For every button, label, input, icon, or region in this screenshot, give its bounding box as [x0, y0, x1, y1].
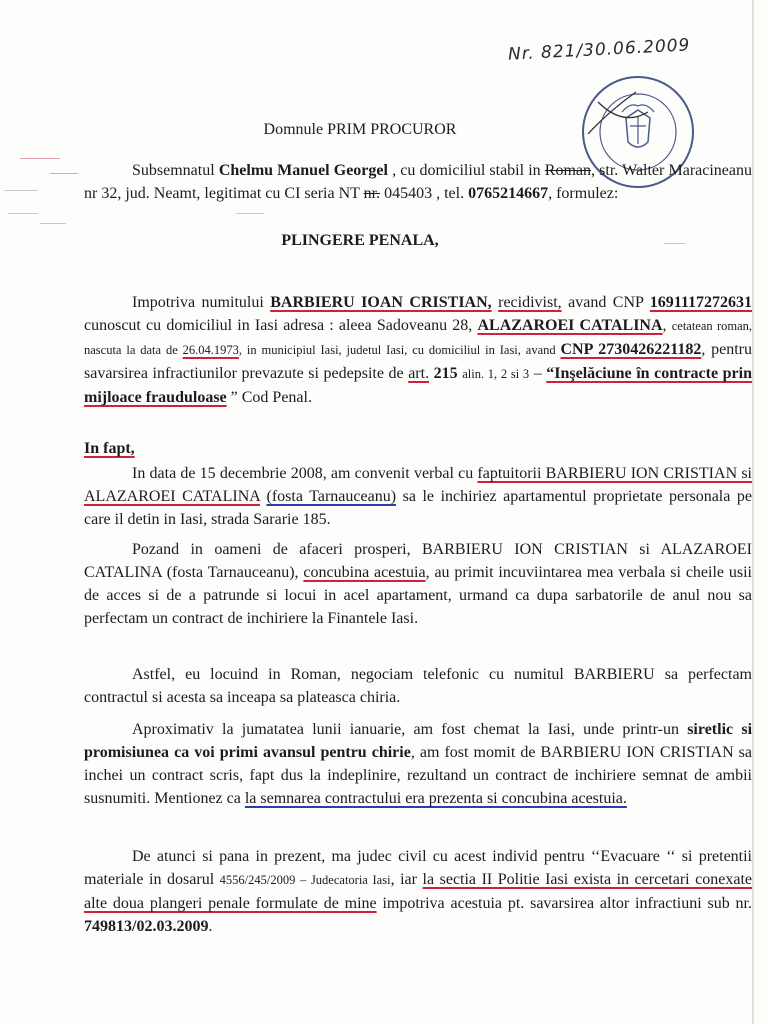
accused-name-1: BARBIERU IOAN CRISTIAN,	[270, 294, 492, 311]
facts-paragraph-4: Aproximativ la jumatatea lunii ianuarie, am fost chemat la Iasi, unde printr-un siretlic si promisiunea ca voi primi avansul pentru chirie, am fost momit de BARBIERU ION CRISTIAN sa inchei un contract scris, fapt dus la indeplinire, rezultand un contract de inchiriere semnat de ambii susnumiti. Mentionez ca la semnarea contractului era prezenta si concubina acestuia.	[84, 721, 753, 807]
salutation: Domnule PRIM PROCUROR	[263, 121, 457, 138]
facts-paragraph-5: De atunci si pana in prezent, ma judec civil cu acest individ pentru ‘‘Evacuare ‘‘ si pretentii materiale in dosarul 4556/245/2009 – Judecatoria Iasi, iar la sectia II Politie Iasi exista in cercetari conexate alte doua plangeri penale formulate de mine impotriva acestuia pt. savarsirea altor infractiuni sub nr. 749813/02.03.2009.	[84, 848, 753, 935]
handwritten-registration-number: Nr. 821/30.06.2009	[507, 35, 691, 65]
facts-paragraph-2: Pozand in oameni de afaceri prosperi, BARBIERU ION CRISTIAN si ALAZAROEI CATALINA (fosta Tarnauceanu), concubina acestuia, au primit incuviintarea mea verbala si cheile usii de acces si de a patrunde si locui in acel apartament, urmand ca dupa sarbatorile de anul nou sa perfectam un contract de inchiriere la Finantele Iasi.	[84, 541, 753, 627]
complainant-phone: 0765214667	[468, 185, 549, 202]
accused-cnp-1: 1691117272631	[649, 294, 753, 311]
scan-mark	[8, 213, 38, 214]
section-heading-in-fapt: In fapt,	[84, 440, 135, 457]
complaint-heading: PLINGERE PENALA,	[281, 232, 439, 249]
offence-title: “Inşelăciune în contracte prin mijloace frauduloase	[84, 365, 752, 406]
intro-paragraph: Subsemnatul Chelmu Manuel Georgel , cu domiciliul stabil in Roman, str. Walter Maracineanu nr 32, jud. Neamt, legitimat cu CI seria NT nr. 045403 , tel. 0765214667, formulez:	[84, 162, 753, 202]
scan-mark	[236, 213, 264, 214]
accused-cnp-2: CNP 2730426221182	[560, 341, 702, 358]
scan-mark	[50, 173, 78, 174]
accused-name-2: ALAZAROEI CATALINA	[477, 317, 663, 334]
scan-mark	[20, 158, 60, 159]
scan-mark	[40, 223, 66, 224]
facts-paragraph-3: Astfel, eu locuind in Roman, negociam telefonic cu numitul BARBIERU sa perfectam contractul si acesta sa inceapa sa plateasca chiria.	[84, 666, 752, 706]
accused-paragraph: Impotriva numitului BARBIERU IOAN CRISTIAN, recidivist, avand CNP 1691117272631 cunoscut cu domiciliul in Iasi adresa : aleea Sadoveanu 28, ALAZAROEI CATALINA, cetatean roman, nascuta la data de 26.04.1973, in municipiul Iasi, judetul Iasi, cu domiciliul in Iasi, avand CNP 2730426221182, pentru savarsirea infractiunilor prevazute si pedepsite de art. 215 alin. 1, 2 si 3 – “Inşelăciune în contracte prin mijloace frauduloase ” Cod Penal.	[84, 294, 753, 406]
scan-mark	[4, 190, 38, 191]
page-edge	[752, 0, 754, 1024]
complainant-name: Chelmu Manuel Georgel	[218, 162, 388, 179]
facts-paragraph-1: In data de 15 decembrie 2008, am convenit verbal cu faptuitorii BARBIERU ION CRISTIAN si ALAZAROEI CATALINA (fosta Tarnauceanu) sa le inchiriez apartamentul proprietate personala pe care il detin in Iasi, strada Sararie 185.	[84, 465, 753, 528]
scan-mark	[664, 243, 686, 244]
